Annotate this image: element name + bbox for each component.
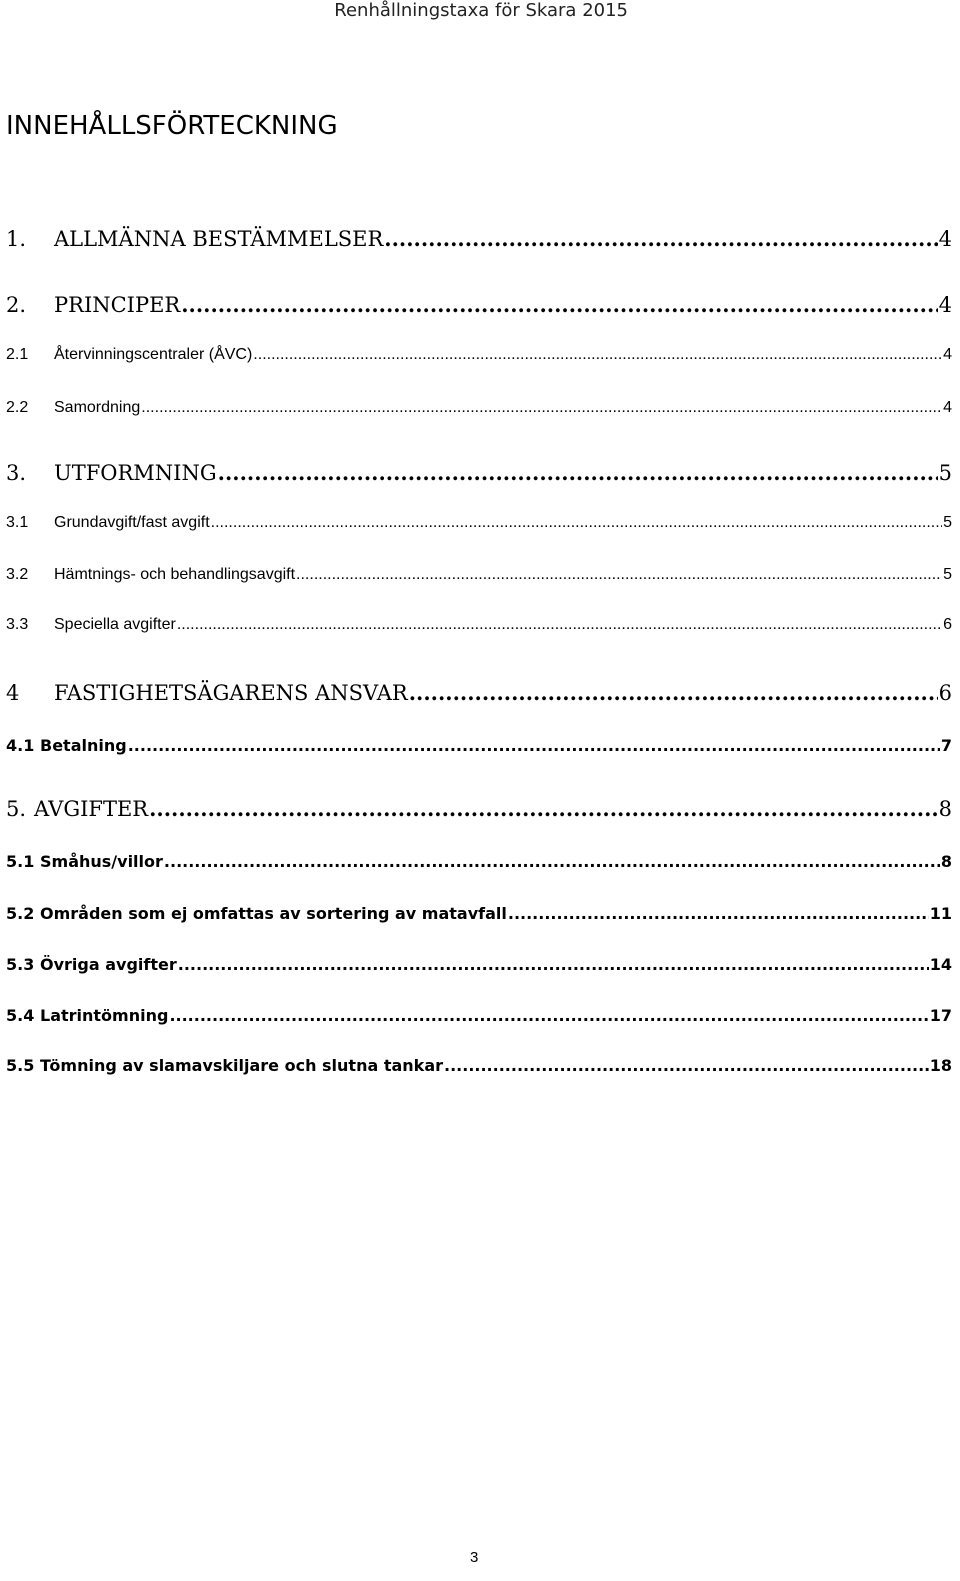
toc-entry-number: 4.1: [6, 736, 35, 755]
toc-entry-text: Återvinningscentraler (ÅVC): [54, 346, 253, 363]
toc-entry-text: AVGIFTER: [34, 797, 149, 821]
toc-entry-text: Områden som ej omfattas av sortering av matavfall: [40, 904, 507, 923]
toc-entry-page: 5: [943, 566, 952, 583]
toc-entry-page: 6: [938, 681, 952, 705]
dot-leader: [444, 1056, 929, 1075]
dot-leader: [169, 1006, 928, 1025]
page-number: 3: [470, 1549, 479, 1566]
toc-entry-1[interactable]: [6, 226, 952, 251]
toc-entry-page: 5: [938, 461, 952, 485]
toc-entry-page: 5: [943, 514, 952, 531]
toc-entry-2-2[interactable]: [6, 399, 952, 417]
toc-entry-text: UTFORMNING: [54, 461, 217, 485]
toc-entry-page: 11: [929, 904, 952, 923]
toc-entry-page: 18: [929, 1056, 952, 1075]
toc-entry-number: 2.1: [6, 346, 29, 363]
toc-entry-5-5[interactable]: [6, 1056, 952, 1075]
toc-entry-page: 4: [943, 399, 952, 416]
toc-entry-number: 3.2: [6, 566, 29, 583]
toc-entry-number: 2.2: [6, 399, 29, 416]
dot-leader: [508, 904, 929, 923]
toc-entry-5-2[interactable]: [6, 904, 952, 923]
toc-entry-text: Grundavgift/fast avgift: [54, 514, 210, 531]
toc-entry-text: Samordning: [54, 399, 141, 416]
toc-entry-3-2[interactable]: [6, 566, 952, 584]
dot-leader: [384, 226, 937, 251]
dot-leader: [409, 680, 938, 705]
toc-entry-5-3[interactable]: [6, 955, 952, 974]
toc-entry-text: PRINCIPER: [54, 293, 181, 317]
toc-entry-2[interactable]: [6, 292, 952, 317]
toc-entry-page: 4: [938, 293, 952, 317]
dot-leader: [218, 460, 938, 485]
dot-leader: [181, 292, 937, 317]
toc-entry-number: 3.: [6, 461, 27, 485]
dot-leader: [253, 346, 942, 364]
toc-title: INNEHÅLLSFÖRTECKNING: [6, 111, 338, 141]
toc-entry-page: 8: [940, 852, 952, 871]
toc-entry-text: Hämtnings- och behandlingsavgift: [54, 566, 296, 583]
toc-entry-number: 5.: [6, 797, 27, 821]
toc-entry-3-1[interactable]: [6, 514, 952, 532]
toc-entry-number: 5.2: [6, 904, 35, 923]
toc-entry-number: 3.3: [6, 616, 29, 633]
toc-entry-number: 5.3: [6, 955, 35, 974]
toc-entry-text: Latrintömning: [40, 1006, 169, 1025]
toc-entry-page: 4: [943, 346, 952, 363]
dot-leader: [296, 566, 942, 584]
toc-entry-3[interactable]: [6, 460, 952, 485]
dot-leader: [164, 852, 940, 871]
dot-leader: [149, 796, 938, 821]
dot-leader: [141, 399, 942, 417]
toc-entry-number: 4: [6, 681, 20, 705]
dot-leader: [211, 514, 942, 532]
dot-leader: [177, 616, 942, 634]
toc-entry-number: 1.: [6, 227, 27, 251]
toc-entry-4[interactable]: [6, 680, 952, 705]
toc-entry-2-1[interactable]: [6, 346, 952, 364]
toc-entry-number: 5.5: [6, 1056, 35, 1075]
toc-entry-page: 6: [943, 616, 952, 633]
toc-entry-3-3[interactable]: [6, 616, 952, 634]
toc-entry-page: 14: [929, 955, 952, 974]
toc-entry-page: 4: [938, 227, 952, 251]
toc-entry-text: Övriga avgifter: [40, 955, 177, 974]
toc-entry-text: Speciella avgifter: [54, 616, 176, 633]
toc-entry-text: Tömning av slamavskiljare och slutna tankar: [40, 1056, 443, 1075]
toc-entry-page: 8: [938, 797, 952, 821]
toc-entry-5-1[interactable]: [6, 852, 952, 871]
toc-entry-text: Betalning: [40, 736, 127, 755]
toc-entry-text: FASTIGHETSÄGARENS ANSVAR: [54, 681, 408, 705]
toc-entry-number: 5.1: [6, 852, 35, 871]
toc-entry-5[interactable]: [6, 796, 952, 821]
toc-entry-4-1[interactable]: [6, 736, 952, 755]
toc-entry-number: 3.1: [6, 514, 29, 531]
toc-entry-number: 2.: [6, 293, 27, 317]
running-header: Renhållningstaxa för Skara 2015: [334, 0, 628, 21]
dot-leader: [178, 955, 929, 974]
toc-entry-text: ALLMÄNNA BESTÄMMELSER: [54, 227, 384, 251]
toc-entry-page: 7: [940, 736, 952, 755]
dot-leader: [128, 736, 940, 755]
toc-entry-text: Småhus/villor: [40, 852, 163, 871]
toc-entry-5-4[interactable]: [6, 1006, 952, 1025]
toc-entry-number: 5.4: [6, 1006, 35, 1025]
toc-entry-page: 17: [929, 1006, 952, 1025]
